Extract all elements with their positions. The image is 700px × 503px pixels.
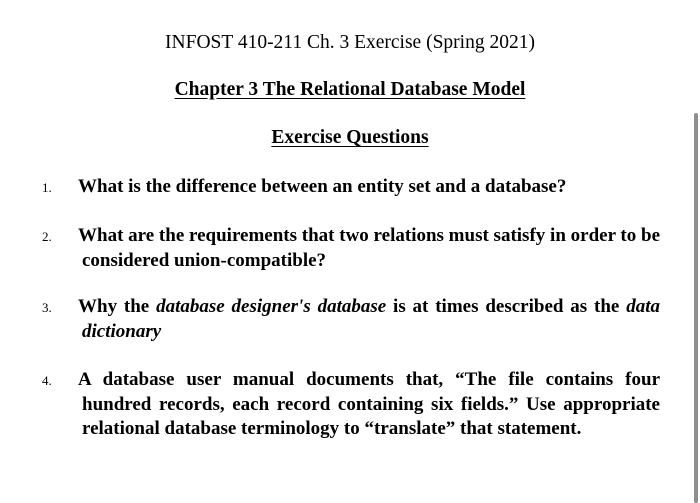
question-text-start: Why the [78,296,157,317]
chapter-title: Chapter 3 The Relational Database Model [174,79,526,100]
section-title: Exercise Questions [271,127,429,148]
question-4 [42,368,660,441]
course-title: INFOST 410-211 Ch. 3 Exercise (Spring 2021) [165,32,535,53]
question-emphasis-data-dictionary: data dictionary [82,296,660,342]
vertical-scrollbar[interactable] [694,113,698,503]
question-number: 3. [42,300,52,315]
question-number: 1. [42,180,52,195]
question-text: What are the requirements that two relations must satisfy in order to be considered union-compatible? [78,225,660,271]
question-text: What is the difference between an entity set and a database? [78,176,567,197]
question-1 [42,175,660,200]
question-text: A database user manual documents that, “The file contains four hundred records, each record containing six fields.” Use appropriate relational database terminology to “translate” that statement. [78,369,660,439]
question-number: 2. [42,229,52,244]
question-number: 4. [42,373,52,388]
question-text-middle: is at times described as the [386,296,627,317]
question-3 [42,295,660,344]
question-emphasis-designer-database: database designer's database [156,296,387,317]
question-2 [42,224,660,273]
